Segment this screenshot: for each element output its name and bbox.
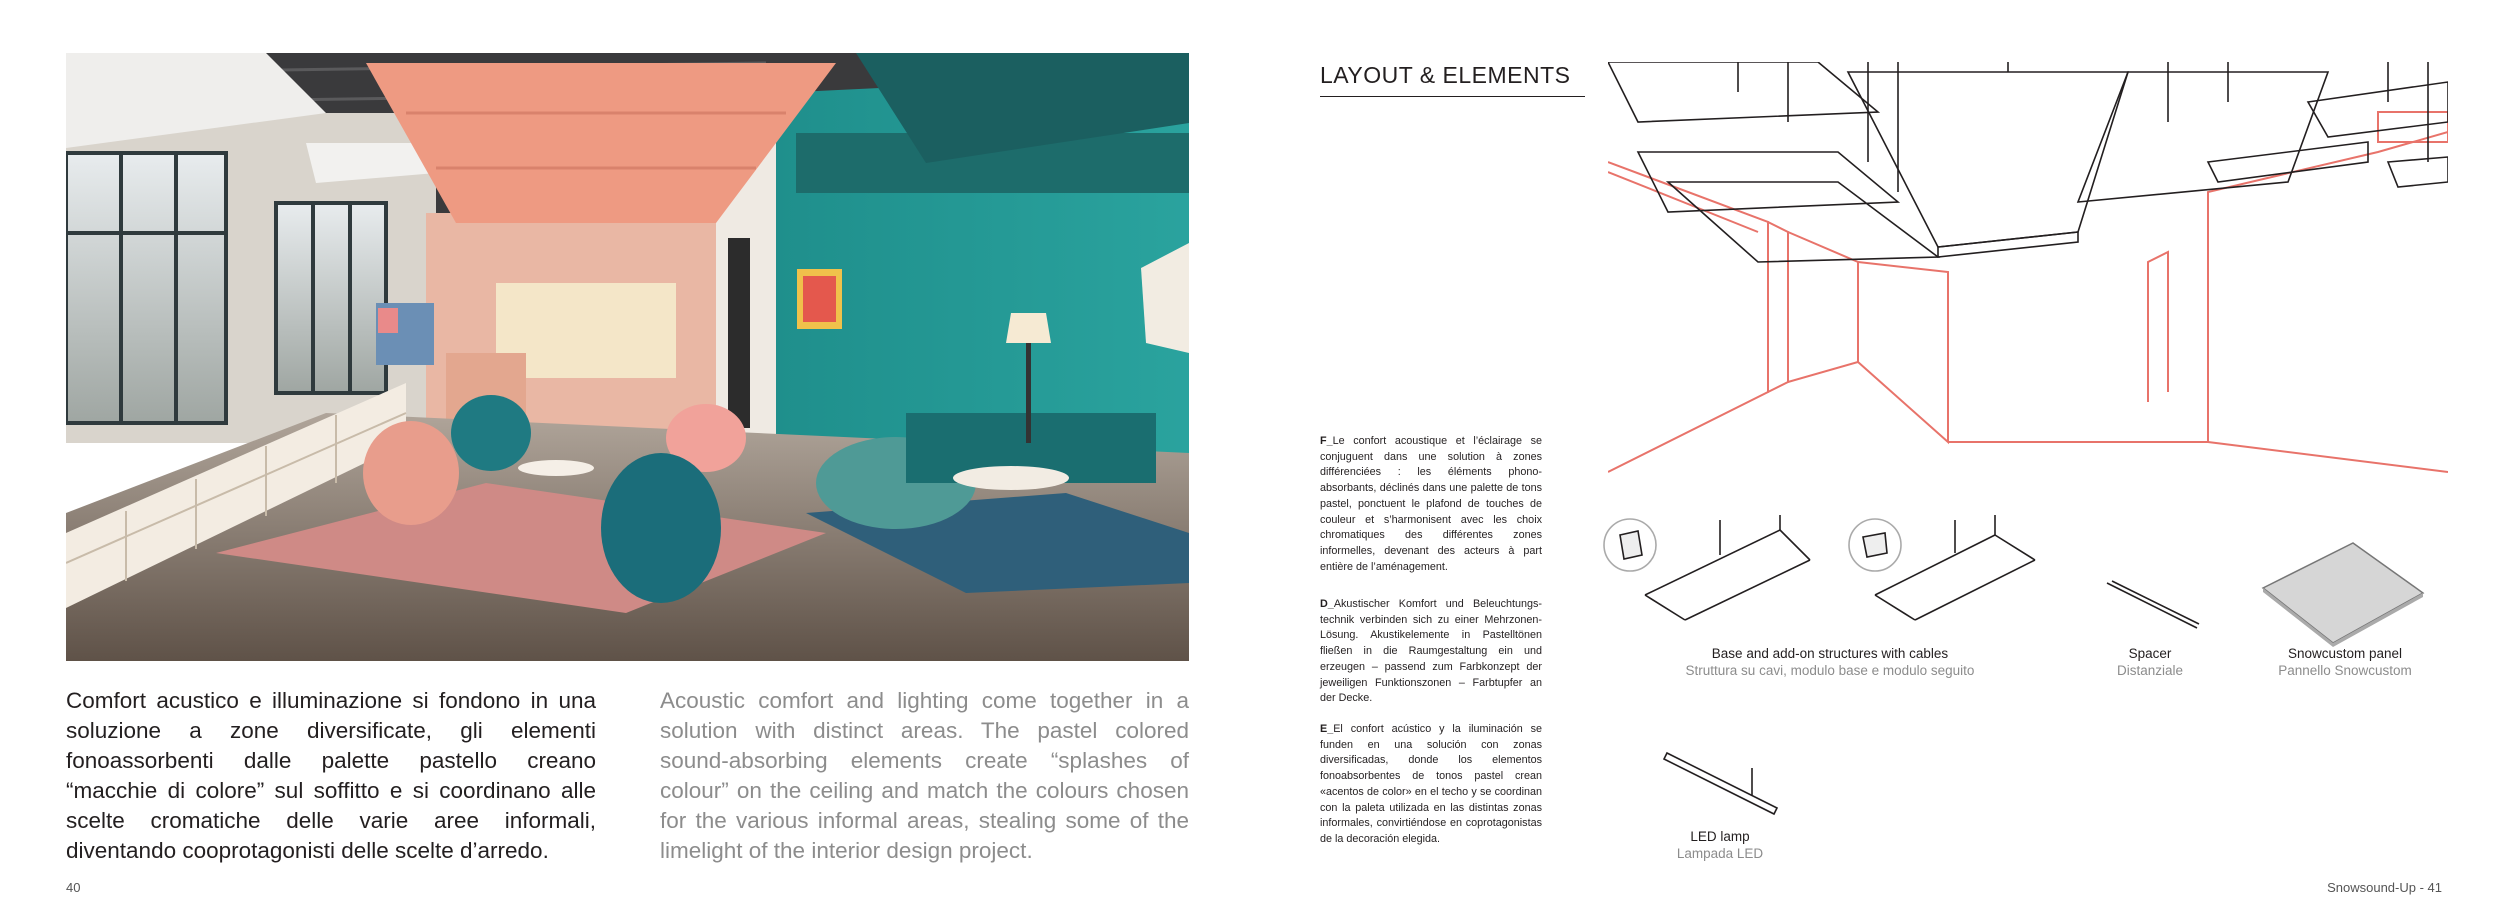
body-german: Akustischer Komfort und Beleuchtungs-technik verbinden sich zu einer Mehrzonen-Lösung. Akustikelemente in Pastelltönen fließen in die Raumgestaltung ein und erzeugen – passend zum Farbkonzept der jeweiligen Funktionszonen – Farbtupfer an der Decke. — [1320, 598, 1542, 705]
interior-photo — [66, 53, 1189, 661]
caption-panel — [2255, 645, 2435, 679]
base-structure-drawing-2 — [1845, 515, 2065, 625]
prefix-spanish: E_ — [1320, 723, 1334, 735]
layout-drawing — [1608, 62, 2448, 502]
body-text-english: Acoustic comfort and lighting come together in a solution with distinct areas. The pastel colored sound-absorbing elements create “splashes of colour” on the ceiling and match the colours chosen for the various informal areas, stealing some of the limelight of the interior design project. — [660, 688, 1189, 863]
text-spanish — [1320, 722, 1542, 848]
base-structure-drawing-1 — [1600, 515, 1820, 625]
caption-title: LED lamp — [1690, 829, 1750, 844]
prefix-german: D_ — [1320, 598, 1334, 610]
page-footer-right: Snowsound-Up - 41 — [2327, 880, 2442, 895]
caption-led-lamp — [1650, 828, 1790, 862]
body-text-italian: Comfort acustico e illuminazione si fondono in una soluzione a zone diversificate, gli elementi fonoassorbenti dalle palette pastello creano “macchie di colore” sul soffitto e si coordinano alle scelte cromatiche delle varie aree informali, diventando cooprotagonisti delle scelte d’arredo. — [66, 688, 596, 863]
caption-subtitle: Distanziale — [2116, 663, 2184, 678]
heading-rule — [1320, 96, 1585, 97]
caption-title: Snowcustom panel — [2287, 646, 2403, 661]
text-french — [1320, 434, 1542, 575]
page-number-left: 40 — [66, 880, 81, 895]
caption-subtitle: Lampada LED — [1676, 846, 1764, 861]
spacer-drawing — [2102, 578, 2202, 638]
body-spanish: El confort acústico y la iluminación se funden en una solución con zonas diversificadas, donde los elementos fonoabsorbentes de tonos pastel crean «acentos de color» en el techo y se coordinan con la paleta utilizada en las distintas zonas informales, convirtiéndose en coprotagonistas de la decoración elegida. — [1320, 723, 1542, 845]
panel-drawing — [2258, 538, 2428, 648]
caption-title: Spacer — [2128, 646, 2172, 661]
caption-subtitle: Struttura su cavi, modulo base e modulo seguito — [1685, 663, 1975, 678]
text-german — [1320, 597, 1542, 707]
caption-base-structure — [1630, 645, 2030, 679]
caption-title: Base and add-on structures with cables — [1711, 646, 1949, 661]
caption-subtitle: Pannello Snowcustom — [2278, 663, 2412, 678]
prefix-french: F_ — [1320, 435, 1333, 447]
body-french: Le confort acoustique et l’éclairage se conjuguent dans une solution à zones différenciées : les éléments phono-absorbants, déclinés dans une palette de tons pastel, ponctuent le plafond de touches de couleur et s’harmonisent avec les choix chromatiques des différentes zones informelles, devenant des acteurs à part entière de l’aménagement. — [1320, 435, 1542, 573]
caption-spacer — [2080, 645, 2220, 679]
section-heading: LAYOUT & ELEMENTS — [1320, 62, 1571, 88]
led-lamp-drawing — [1662, 748, 1782, 828]
